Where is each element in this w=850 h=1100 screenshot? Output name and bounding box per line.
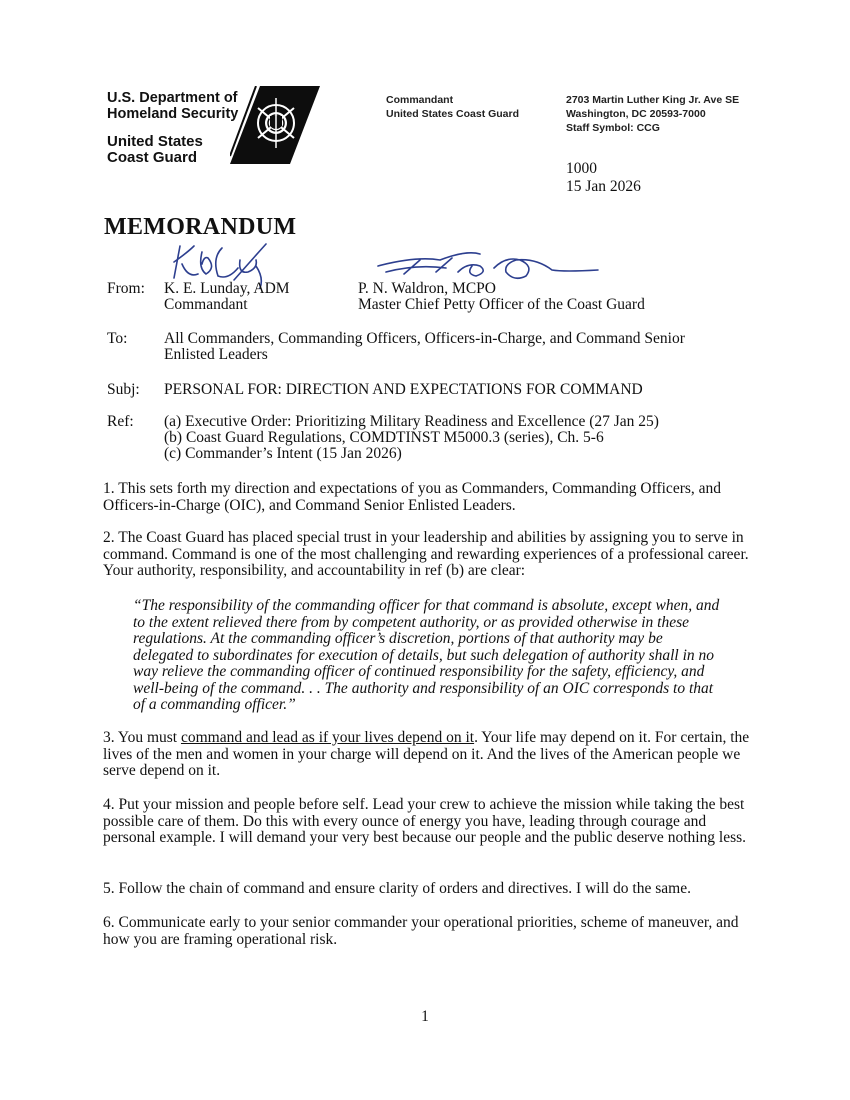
regulation-quote: “The responsibility of the commanding officer for that command is absolute, except when, and to the extent relieved there from by competent authority, or as provided otherwise in these regulations. At the commanding officer’s discretion, portions of that authority may be delegated to subordinates for execution of details, but such delegation of authority shall in no way relieve the commanding officer of continued responsibility for the safety, efficiency, and well-being of the command. . . The authority and responsibility of an OIC corresponds to that of a commanding officer.”: [133, 597, 720, 713]
reference-a: (a) Executive Order: Prioritizing Military Readiness and Excellence (27 Jan 25): [164, 413, 659, 430]
paragraph-6: 6. Communicate early to your senior commander your operational priorities, scheme of maneuver, and how you are framing operational risk.: [103, 914, 739, 948]
to-recipients: All Commanders, Commanding Officers, Officers-in-Charge, and Command Senior Enlisted Leaders: [164, 330, 685, 363]
reference-list: [164, 414, 659, 462]
reference-c: (c) Commander’s Intent (15 Jan 2026): [164, 445, 402, 462]
underlined-phrase: command and lead as if your lives depend on it: [180, 729, 475, 746]
memo-title: MEMORANDUM: [104, 214, 297, 240]
coast-guard-emblem-icon: [230, 86, 320, 164]
subject-line: PERSONAL FOR: DIRECTION AND EXPECTATIONS FOR COMMAND: [164, 381, 643, 398]
ref-label: Ref:: [107, 413, 134, 430]
office-block: Commandant United States Coast Guard: [386, 94, 520, 120]
page-number: 1: [421, 1008, 429, 1025]
from-commandant: K. E. Lunday, ADM Commandant: [164, 280, 290, 313]
paragraph-4: 4. Put your mission and people before self. Lead your crew to achieve the mission while taking the best possible care of them. Do this with every ounce of energy you have, leading through courage and personal example. I will demand your very best because our people and the public deserve nothing less.: [103, 796, 747, 846]
to-label: To:: [107, 330, 128, 347]
subj-label: Subj:: [107, 381, 140, 398]
ssic-date-block: [566, 160, 641, 196]
address-block: 2703 Martin Luther King Jr. Ave SE Washington, DC 20593-7000 Staff Symbol: CCG: [566, 94, 740, 134]
reference-b: (b) Coast Guard Regulations, COMDTINST M5000.3 (series), Ch. 5-6: [164, 429, 604, 446]
from-label: From:: [107, 280, 145, 297]
paragraph-1: 1. This sets forth my direction and expectations of you as Commanders, Commanding Officers, and Officers-in-Charge (OIC), and Command Senior Enlisted Leaders.: [103, 480, 722, 514]
service-name: United States Coast Guard: [107, 133, 203, 166]
from-mcpo: P. N. Waldron, MCPO Master Chief Petty Officer of the Coast Guard: [358, 280, 645, 313]
memo-date: 15 Jan 2026: [566, 178, 641, 195]
paragraph-3: 3. You must command and lead as if your lives depend on it. Your life may depend on it. For certain, the lives of the men and women in your charge will depend on it. And the lives of the American people we serve depend on it.: [103, 729, 750, 779]
ssic: 1000: [566, 160, 597, 177]
paragraph-5: 5. Follow the chain of command and ensure clarity of orders and directives. I will do the same.: [103, 880, 691, 897]
department-name: U.S. Department of Homeland Security: [107, 90, 239, 122]
paragraph-2: 2. The Coast Guard has placed special trust in your leadership and abilities by assigning you to serve in command. Command is one of the most challenging and rewarding experiences of a professional career. Your authority, responsibility, and accountability in ref (b) are clear:: [103, 529, 749, 579]
